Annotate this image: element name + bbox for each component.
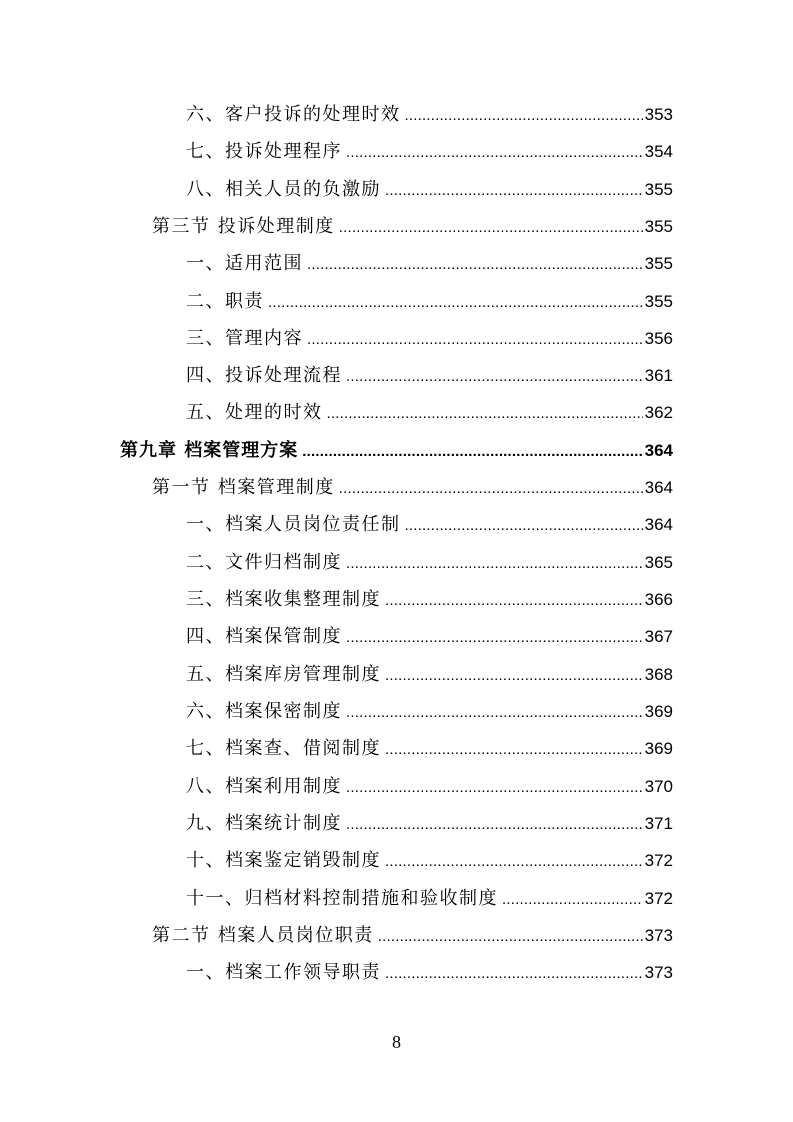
toc-leader-dots [346, 629, 643, 646]
toc-entry-page: 365 [644, 553, 673, 572]
toc-entry-page: 353 [644, 105, 673, 124]
toc-entry[interactable] [186, 548, 673, 584]
toc-entry-label: 三、档案收集整理制度 [186, 589, 381, 610]
toc-leader-dots [385, 592, 643, 609]
toc-entry-label: 一、适用范围 [186, 253, 303, 274]
toc-entry-page: 364 [644, 441, 673, 460]
toc-leader-dots [346, 144, 643, 161]
toc-entry-label: 四、投诉处理流程 [186, 365, 342, 386]
toc-leader-dots [302, 443, 642, 460]
toc-entry-label: 第三节 投诉处理制度 [152, 216, 335, 237]
toc-entry-label: 六、客户投诉的处理时效 [186, 104, 401, 125]
toc-leader-dots [385, 853, 643, 870]
toc-entry-label: 十、档案鉴定销毁制度 [186, 850, 381, 871]
toc-leader-dots [307, 256, 643, 273]
toc-entry-page: 355 [644, 180, 673, 199]
toc-entry-label: 第一节 档案管理制度 [152, 477, 335, 498]
toc-leader-dots [339, 480, 643, 497]
toc-entry[interactable] [186, 622, 673, 658]
toc-entry-label: 第九章 档案管理方案 [120, 440, 299, 461]
toc-entry[interactable] [186, 734, 673, 770]
toc-leader-dots [346, 816, 643, 833]
toc-entry[interactable] [186, 660, 673, 696]
toc-leader-dots [385, 965, 643, 982]
toc-entry-label: 一、档案人员岗位责任制 [186, 514, 401, 535]
toc-entry[interactable] [186, 809, 673, 845]
toc-leader-dots [327, 405, 643, 422]
toc-entry[interactable] [186, 100, 673, 136]
toc-entry[interactable] [186, 137, 673, 173]
toc-entry-label: 六、档案保密制度 [186, 701, 342, 722]
toc-entry-page: 368 [644, 665, 673, 684]
toc-entry[interactable] [186, 361, 673, 397]
toc-entry-page: 366 [644, 590, 673, 609]
toc-entry-page: 364 [644, 478, 673, 497]
toc-leader-dots [346, 704, 643, 721]
toc-entry-label: 二、职责 [186, 291, 264, 312]
toc-entry-label: 二、文件归档制度 [186, 552, 342, 573]
toc-entry-page: 362 [644, 403, 673, 422]
page-number: 8 [392, 1032, 401, 1052]
toc-entry-page: 371 [644, 814, 673, 833]
toc-entry-label: 八、档案利用制度 [186, 776, 342, 797]
toc-entry-page: 370 [644, 777, 673, 796]
toc-entry-page: 355 [644, 217, 673, 236]
toc-entry[interactable] [186, 249, 673, 285]
toc-entry[interactable] [186, 846, 673, 882]
toc-leader-dots [385, 741, 643, 758]
toc-entry-label: 九、档案统计制度 [186, 813, 342, 834]
toc-leader-dots [502, 891, 643, 908]
toc-entry-page: 355 [644, 292, 673, 311]
toc-entry-page: 367 [644, 627, 673, 646]
toc-entry-page: 356 [644, 329, 673, 348]
toc-entry-page: 372 [644, 889, 673, 908]
toc-leader-dots [346, 555, 643, 572]
toc-entry-page: 355 [644, 254, 673, 273]
toc-section-entry[interactable] [152, 473, 673, 509]
toc-entry-label: 第二节 档案人员岗位职责 [152, 925, 374, 946]
toc-entry-label: 五、档案库房管理制度 [186, 664, 381, 685]
toc-chapter-entry[interactable] [120, 436, 673, 472]
toc-entry[interactable] [186, 585, 673, 621]
toc-entry-label: 八、相关人员的负激励 [186, 179, 381, 200]
toc-entry-page: 372 [644, 851, 673, 870]
toc-entry[interactable] [186, 510, 673, 546]
toc-entry[interactable] [186, 324, 673, 360]
toc-leader-dots [346, 368, 643, 385]
toc-leader-dots [405, 107, 643, 124]
toc-leader-dots [268, 294, 643, 311]
toc-entry-label: 七、投诉处理程序 [186, 141, 342, 162]
toc-entry[interactable] [186, 287, 673, 323]
toc-entry-page: 364 [644, 515, 673, 534]
toc-entry-page: 369 [644, 739, 673, 758]
toc-entry-page: 369 [644, 702, 673, 721]
toc-entry-page: 354 [644, 142, 673, 161]
toc-entry[interactable] [186, 884, 673, 920]
toc-entry-label: 十一、归档材料控制措施和验收制度 [186, 888, 498, 909]
toc-entry-label: 三、管理内容 [186, 328, 303, 349]
toc-entry[interactable] [186, 958, 673, 994]
toc-entry-page: 373 [644, 926, 673, 945]
toc-entry-page: 373 [644, 963, 673, 982]
toc-entry[interactable] [186, 772, 673, 808]
toc-entry[interactable] [186, 398, 673, 434]
toc-section-entry[interactable] [152, 212, 673, 248]
toc-entry-label: 七、档案查、借阅制度 [186, 738, 381, 759]
toc-entry-label: 一、档案工作领导职责 [186, 962, 381, 983]
toc-entry[interactable] [186, 697, 673, 733]
toc-leader-dots [346, 779, 643, 796]
toc-leader-dots [307, 331, 643, 348]
toc-section-entry[interactable] [152, 921, 673, 957]
toc-entry[interactable] [186, 175, 673, 211]
toc-leader-dots [385, 182, 643, 199]
toc-leader-dots [339, 219, 643, 236]
toc-leader-dots [385, 667, 643, 684]
toc-entry-page: 361 [644, 366, 673, 385]
toc-leader-dots [378, 928, 643, 945]
toc-leader-dots [405, 517, 643, 534]
toc-entry-label: 四、档案保管制度 [186, 626, 342, 647]
toc-entry-label: 五、处理的时效 [186, 402, 323, 423]
